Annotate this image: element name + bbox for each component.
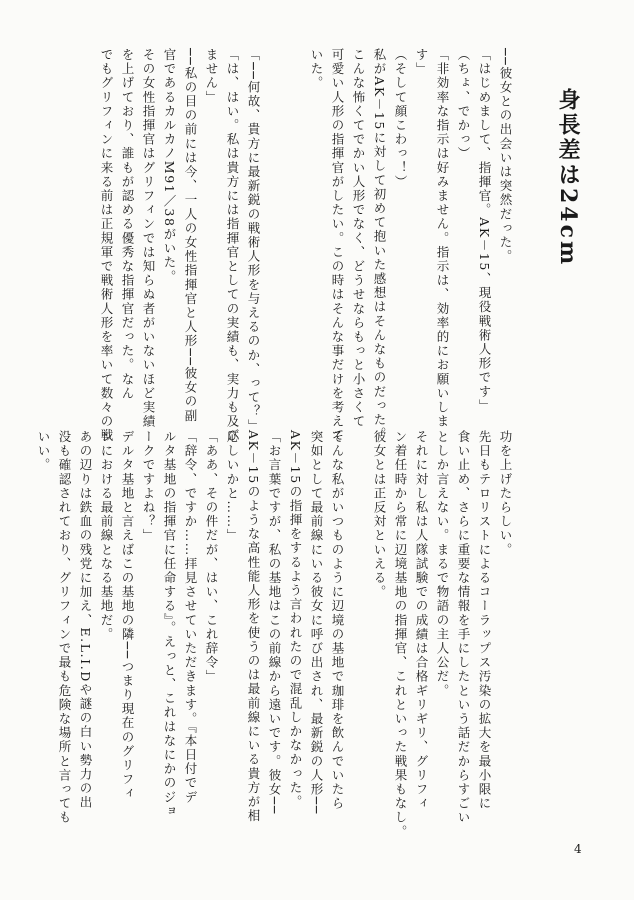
text-line: ルタ基地の指揮官に任命する』。えっと、これはなにかのジョ	[162, 430, 177, 819]
text-line: ンにおける最前線となる基地だ。	[99, 430, 114, 642]
text-line: 私がAK－15に対して初めて抱いた感想はそんなものだった。	[372, 48, 387, 442]
text-line: ません」	[204, 48, 219, 105]
text-line: それに対し私は人隊試験での成績は合格ギリギリ、グリフィ	[414, 430, 429, 811]
text-line: デルタ基地と言えばこの基地の隣──つまり現在のグリフィ	[120, 430, 135, 801]
text-line: そんな私がいつものように辺境の基地で珈琲を飲んでいたら	[330, 430, 345, 811]
text-line: 「ああ、その件だが、はい、これ辞令」	[204, 430, 219, 684]
text-line: （ちょ、でかっ）	[456, 48, 471, 161]
text-line: 先日もテロリストによるコーラップス汚染の拡大を最小限に	[477, 430, 492, 811]
text-line: その女性指揮官はグリフィンでは知らぬ者がいないほど実績	[141, 48, 156, 429]
text-line: （そして顔こわっ！）	[393, 48, 408, 189]
text-line	[285, 48, 306, 428]
text-line: 「──何故、貴方に最新鋭の戦術人形を与えるのか、って？」	[246, 48, 261, 433]
text-line	[264, 48, 285, 428]
text-line: 彼女とは正反対といえる。	[372, 430, 387, 600]
text-line: 功を上げたらしい。	[498, 430, 513, 557]
chapter-title: 身長差は24cm	[555, 88, 581, 268]
text-line: 「非効率な指示は好みません。指示は、効率的にお願いしま	[435, 48, 450, 429]
text-line: 可愛い人形の指揮官がしたい。この時はそんな事だけを考えて	[330, 48, 345, 443]
text-line: 官であるカルカノM91／38がいた。	[162, 48, 177, 284]
text-line: 「はじめまして、指揮官。AK－15、現役戦術人形です」	[477, 48, 492, 413]
page-number: 4	[574, 842, 582, 856]
text-line: でもグリフィンに来る前は正規軍で戦術人形を率いて数々の戦	[99, 48, 114, 443]
text-line: 食い止め、さらに重要な情報を手にしたという話だからすごい	[456, 430, 471, 825]
text-line: 「お言葉ですが、私の基地はこの前線から遠いです。彼女──	[267, 430, 282, 815]
text-line: ──彼女との出会いは突然だった。	[498, 48, 513, 264]
text-line: 「は、はい。私は貴方には指揮官としての実績も、実力も及び	[225, 48, 240, 443]
text-line: 没も確認されており、グリフィンで最も危険な場所と言っても	[57, 430, 72, 825]
text-line: としか言えない。まるで物語の主人公だ。	[435, 430, 450, 698]
text-line: AK－15のような高性能人形を使うのは最前線にいる貴方が相	[246, 430, 261, 824]
text-line: いた。	[309, 48, 324, 91]
lower-text-block	[36, 430, 516, 839]
text-line: ──私の目の前には今、一人の女性指揮官と人形──彼女の副	[183, 48, 198, 423]
text-line: AK－15の指揮をするよう言われたので混乱しかなかった。	[288, 430, 303, 810]
upper-text-block	[80, 48, 516, 443]
text-line: 「辞令、ですか……拝見させていただきます。『本日付でデ	[183, 430, 198, 805]
text-line: 突如として最前線にいる彼女に呼び出され、最新鋭の人形──	[309, 430, 324, 815]
text-line: ン着任時から常に辺境基地の指揮官、これといった戦果もなし。	[393, 430, 408, 839]
text-line: ークですよね？」	[141, 430, 156, 543]
text-line	[348, 430, 369, 825]
text-line: いい。	[36, 430, 51, 473]
text-line: す」	[414, 48, 429, 77]
text-line: あの辺りは鉄血の残党に加え、E.L.I.Dや謎の白い勢力の出	[78, 430, 93, 810]
text-line: を上げており、誰もが認める優秀な指揮官だった。なん	[120, 48, 135, 401]
text-line: 応しいかと……」	[225, 430, 240, 543]
text-line: こんな怖くてでかい人形でなく、どうせならもっと小さくて	[351, 48, 366, 429]
